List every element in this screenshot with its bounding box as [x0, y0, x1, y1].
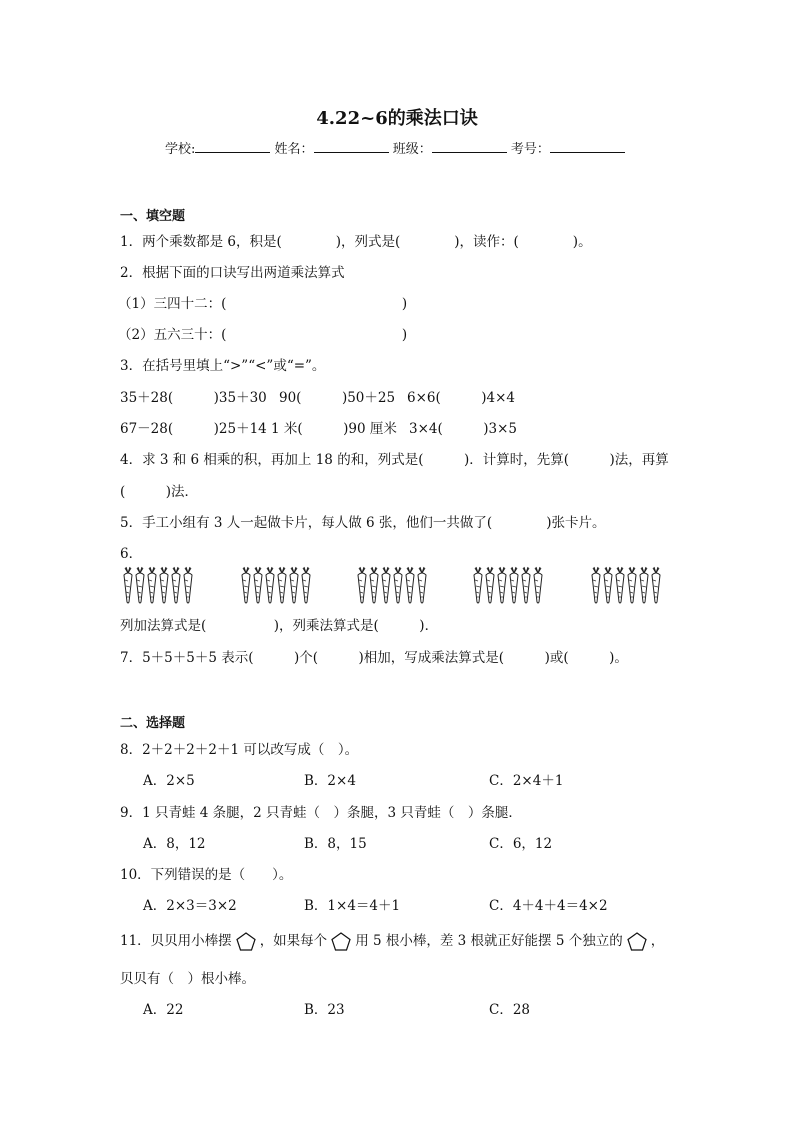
carrot-icon	[520, 566, 532, 606]
question-2: 2．根据下面的口诀写出两道乘法算式	[120, 265, 345, 281]
q3-item: 1 米( )90 厘米	[271, 421, 397, 437]
carrot-icon	[626, 566, 638, 606]
carrot-group	[240, 566, 312, 606]
question-3: 3．在括号里填上“>”“<”或“=”。	[120, 358, 326, 374]
question-5: 5．手工小组有 3 人一起做卡片，每人做 6 张，他们一共做了( )张卡片。	[120, 515, 606, 531]
option-a[interactable]: A．8，12	[143, 836, 206, 852]
carrot-icon	[404, 566, 416, 606]
pentagon-icon	[235, 931, 257, 953]
carrot-icon	[602, 566, 614, 606]
q11-text: ，	[650, 933, 665, 949]
question-4-cont: ( )法．	[120, 484, 199, 500]
option-c[interactable]: C．2×4＋1	[489, 773, 564, 789]
school-label: 学校:	[165, 142, 196, 157]
question-11	[120, 929, 664, 953]
option-c[interactable]: C．6，12	[489, 836, 553, 852]
option-a[interactable]: A．2×3＝3×2	[143, 898, 237, 914]
option-b[interactable]: B．8，15	[304, 836, 367, 852]
question-7: 7．5＋5＋5＋5 表示( )个( )相加，写成乘法算式是( )或( )。	[120, 650, 628, 666]
carrot-icon	[276, 566, 288, 606]
option-a[interactable]: A．2×5	[143, 773, 195, 789]
question-6-answer: 列加法算式是( )，列乘法算式是( )．	[120, 618, 439, 634]
carrot-icon	[170, 566, 182, 606]
carrot-icon	[134, 566, 146, 606]
carrot-icon	[240, 566, 252, 606]
pentagon-icon	[626, 931, 648, 953]
carrot-group	[590, 566, 662, 606]
carrot-icon	[252, 566, 264, 606]
option-c[interactable]: C．4＋4＋4＝4×2	[489, 898, 608, 914]
question-4: 4．求 3 和 6 相乘的积，再加上 18 的和，列式是( )．计算时，先算( )法，再算	[120, 452, 669, 468]
option-b[interactable]: B．23	[304, 1002, 345, 1018]
school-blank[interactable]	[195, 140, 270, 153]
carrot-group	[356, 566, 428, 606]
question-8: 8．2＋2＋2＋2＋1 可以改写成（ ）。	[120, 742, 359, 758]
q11-text: 11．贝贝用小棒摆	[120, 933, 232, 949]
carrot-group	[472, 566, 544, 606]
carrot-illustration	[118, 566, 678, 606]
class-label: 班级：	[392, 142, 432, 157]
section2-heading: 二、选择题	[120, 716, 186, 731]
option-b[interactable]: B．2×4	[304, 773, 356, 789]
carrot-icon	[496, 566, 508, 606]
section1-heading: 一、填空题	[120, 209, 186, 224]
q3-item: 3×4( )3×5	[409, 421, 518, 437]
carrot-icon	[416, 566, 428, 606]
q11-text: 用 5 根小棒，差 3 根就正好能摆 5 个独立的	[355, 933, 623, 949]
q3-item: 67－28( )25＋14	[120, 421, 267, 437]
question-9: 9．1 只青蛙 4 条腿，2 只青蛙（ ）条腿，3 只青蛙（ ）条腿．	[120, 805, 522, 821]
option-a[interactable]: A．22	[143, 1002, 184, 1018]
student-info-line	[165, 138, 625, 157]
carrot-icon	[368, 566, 380, 606]
q11-text: ，如果每个	[259, 933, 328, 949]
carrot-icon	[356, 566, 368, 606]
q3-item: 6×6( )4×4	[407, 390, 516, 406]
carrot-icon	[300, 566, 312, 606]
question-2a: （1）三四十二：( )	[118, 296, 408, 312]
carrot-icon	[146, 566, 158, 606]
question-6: 6．	[120, 546, 143, 562]
question-2b: （2）五六三十：( )	[118, 327, 408, 343]
pentagon-icon	[330, 931, 352, 953]
carrot-icon	[182, 566, 194, 606]
question-10: 10．下列错误的是（ ）。	[120, 867, 293, 883]
carrot-icon	[638, 566, 650, 606]
question-1: 1．两个乘数都是 6，积是( )，列式是( )，读作：( )。	[120, 234, 592, 250]
name-label: 姓名：	[274, 142, 314, 157]
q3-item: 35＋28( )35＋30	[120, 390, 267, 406]
carrot-icon	[472, 566, 484, 606]
option-b[interactable]: B．1×4＝4＋1	[304, 898, 401, 914]
carrot-group	[122, 566, 194, 606]
carrot-icon	[614, 566, 626, 606]
question-11-cont: 贝贝有（ ）根小棒。	[120, 971, 255, 987]
carrot-icon	[380, 566, 392, 606]
number-blank[interactable]	[550, 140, 625, 153]
carrot-icon	[122, 566, 134, 606]
carrot-icon	[590, 566, 602, 606]
carrot-icon	[484, 566, 496, 606]
carrot-icon	[650, 566, 662, 606]
carrot-icon	[264, 566, 276, 606]
page-title: 4.22~6的乘法口诀	[316, 108, 478, 129]
option-c[interactable]: C．28	[489, 1002, 531, 1018]
class-blank[interactable]	[432, 140, 507, 153]
name-blank[interactable]	[314, 140, 389, 153]
number-label: 考号：	[510, 142, 550, 157]
carrot-icon	[508, 566, 520, 606]
carrot-icon	[392, 566, 404, 606]
carrot-icon	[532, 566, 544, 606]
q3-item: 90( )50＋25	[279, 390, 396, 406]
carrot-icon	[158, 566, 170, 606]
carrot-icon	[288, 566, 300, 606]
